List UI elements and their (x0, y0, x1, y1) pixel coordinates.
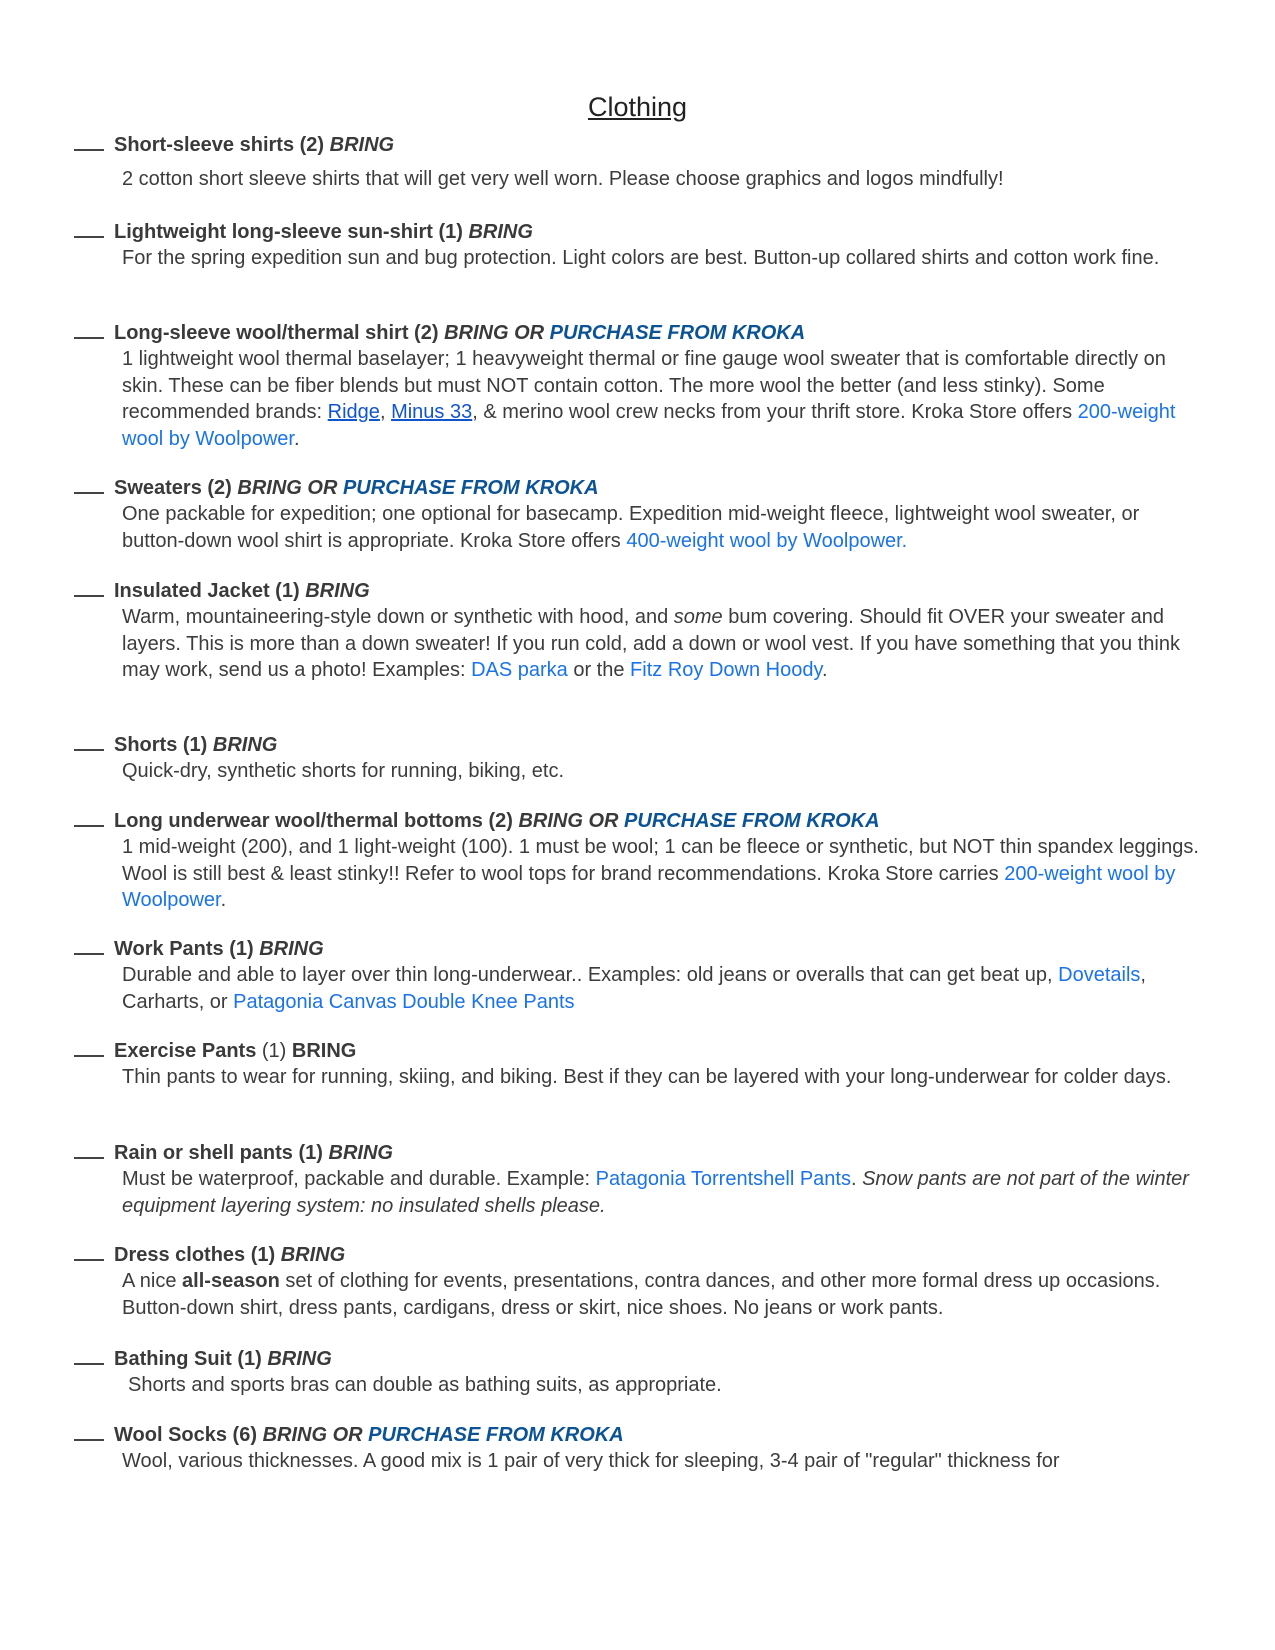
bring-tag: BRING (259, 938, 324, 960)
ridge-link[interactable]: Ridge (327, 401, 380, 423)
list-item-wool-socks (74, 1422, 1204, 1475)
list-item-exercise-pants: Exercise Pants (1) BRING Thin pants to wear for running, skiing, and biking. Best if they can be layered with your long-underwear for colder days. (74, 1038, 1204, 1091)
purchase-from-kroka-link[interactable]: PURCHASE FROM KROKA (549, 322, 806, 344)
checkbox-blank[interactable] (74, 1349, 104, 1365)
dovetails-link[interactable]: Dovetails (1058, 964, 1141, 986)
list-item-sun-shirt (74, 219, 1204, 272)
bring-or-tag: BRING OR (444, 322, 545, 344)
purchase-from-kroka-link[interactable]: PURCHASE FROM KROKA (342, 477, 599, 499)
checkbox-blank[interactable] (74, 222, 104, 238)
item-name: Work Pants (1) (114, 938, 254, 960)
checkbox-blank[interactable] (74, 939, 104, 955)
item-description: 1 lightweight wool thermal baselayer; 1 heavyweight thermal or fine gauge wool sweater that is comfortable directly on skin. These can be fiber blends but must NOT contain cotton. The more wool the better (and less stinky). Some recommended brands: Ridge, Minus 33, & merino wool crew necks from your thrift store. Kroka Store offers 200-weight wool by Woolpower. (122, 348, 1176, 450)
bring-tag: BRING (267, 1348, 332, 1370)
checkbox-blank[interactable] (74, 1143, 104, 1159)
checkbox-blank[interactable] (74, 1425, 104, 1441)
list-item-insulated-jacket (74, 578, 1204, 684)
item-name: Bathing Suit (1) (114, 1348, 262, 1370)
list-item-wool-thermal-shirt (74, 320, 1204, 452)
checkbox-blank[interactable] (74, 1245, 104, 1261)
bring-tag: BRING (468, 221, 533, 243)
item-name: Wool Socks (6) (114, 1424, 257, 1446)
woolpower-200-link[interactable]: 200-weight wool by Woolpower (122, 862, 1176, 911)
item-name: Insulated Jacket (1) (114, 580, 300, 602)
bring-tag: BRING (291, 1040, 357, 1062)
list-item-short-sleeve-shirts (74, 132, 1204, 193)
checkbox-blank[interactable] (74, 323, 104, 339)
item-description: One packable for expedition; one optional for basecamp. Expedition mid-weight fleece, lightweight wool sweater, or button-down wool shirt is appropriate. Kroka Store offers 400-weight wool by Woolpower. (122, 503, 1140, 552)
purchase-from-kroka-link[interactable]: PURCHASE FROM KROKA (368, 1424, 624, 1446)
item-name: Lightweight long-sleeve sun-shirt (1) (114, 221, 463, 243)
bring-or-tag: BRING OR (262, 1424, 363, 1446)
item-description: 1 mid-weight (200), and 1 light-weight (100). 1 must be wool; 1 can be fleece or synthetic, but NOT thin spandex leggings. Wool is still best & least stinky!! Refer to wool tops for brand recommendations. Kroka Store carries 200-weight wool by Woolpower. (122, 836, 1199, 911)
item-name: Long underwear wool/thermal bottoms (2) (114, 810, 513, 832)
page-title: Clothing (587, 92, 688, 123)
woolpower-200-link[interactable]: 200-weight wool by Woolpower (122, 401, 1176, 450)
item-description: Thin pants to wear for running, skiing, and biking. Best if they can be layered with your long-underwear for colder days. (122, 1066, 1172, 1088)
item-description: Durable and able to layer over thin long-underwear.. Examples: old jeans or overalls that can get beat up, Dovetails, Carharts, or Patagonia Canvas Double Knee Pants (122, 964, 1146, 1013)
list-item-work-pants (74, 936, 1204, 1015)
torrentshell-link[interactable]: Patagonia Torrentshell Pants (595, 1168, 851, 1190)
checkbox-blank[interactable] (74, 135, 104, 151)
bring-tag: BRING (329, 134, 395, 156)
item-name: Rain or shell pants (1) (114, 1142, 323, 1164)
fitz-roy-link[interactable]: Fitz Roy Down Hoody (630, 659, 822, 681)
patagonia-canvas-link[interactable]: Patagonia Canvas Double Knee Pants (233, 990, 575, 1013)
list-item-sweaters (74, 475, 1204, 554)
checkbox-blank[interactable] (74, 735, 104, 751)
item-description: A nice all-season set of clothing for events, presentations, contra dances, and other more formal dress up occasions. Button-down shirt, dress pants, cardigans, dress or skirt, nice shoes. No jeans or work pants. (122, 1270, 1161, 1319)
item-description: 2 cotton short sleeve shirts that will get very well worn. Please choose graphics and logos mindfully! (122, 168, 1004, 190)
checkbox-blank[interactable] (74, 1041, 104, 1057)
bring-or-tag: BRING OR (237, 477, 338, 499)
item-description: For the spring expedition sun and bug protection. Light colors are best. Button-up collared shirts and cotton work fine. (122, 247, 1160, 269)
item-name: Dress clothes (1) (114, 1244, 276, 1266)
item-name: Exercise Pants (114, 1040, 257, 1062)
item-description: Must be waterproof, packable and durable. Example: Patagonia Torrentshell Pants. Snow pants are not part of the winter equipment layering system: no insulated shells please. (122, 1168, 1189, 1217)
woolpower-400-link[interactable]: 400-weight wool by Woolpower. (626, 529, 908, 552)
checkbox-blank[interactable] (74, 811, 104, 827)
bring-tag: BRING (305, 580, 370, 602)
bring-tag: BRING (280, 1244, 346, 1266)
item-name: Sweaters (2) (114, 477, 232, 499)
item-description: Shorts and sports bras can double as bathing suits, as appropriate. (128, 1374, 722, 1396)
item-description: Warm, mountaineering-style down or synthetic with hood, and some bum covering. Should fit OVER your sweater and layers. This is more than a down sweater! If you run cold, add a down or wool vest. If you have something that you think may work, send us a photo! Examples: DAS parka or the Fitz Roy Down Hoody. (122, 606, 1180, 681)
item-description: Wool, various thicknesses. A good mix is 1 pair of very thick for sleeping, 3-4 pair of "regular" thickness for (122, 1450, 1060, 1472)
checkbox-blank[interactable] (74, 478, 104, 494)
das-parka-link[interactable]: DAS parka (471, 659, 568, 681)
bring-tag: BRING (212, 734, 278, 756)
item-name: Long-sleeve wool/thermal shirt (2) (114, 322, 439, 344)
list-item-long-underwear (74, 808, 1204, 914)
purchase-from-kroka-link[interactable]: PURCHASE FROM KROKA (624, 810, 880, 832)
list-item-rain-pants (74, 1140, 1204, 1219)
item-name: Short-sleeve shirts (2) (114, 134, 325, 156)
checkbox-blank[interactable] (74, 581, 104, 597)
bring-or-tag: BRING OR (518, 810, 619, 832)
item-description: Quick-dry, synthetic shorts for running, biking, etc. (122, 760, 565, 782)
list-item-dress-clothes (74, 1242, 1204, 1321)
list-item-bathing-suit (74, 1346, 1204, 1399)
item-name: Shorts (1) (114, 734, 208, 756)
minus-33-link[interactable]: Minus 33 (391, 401, 473, 423)
bring-tag: BRING (328, 1142, 393, 1164)
list-item-shorts (74, 732, 1204, 785)
